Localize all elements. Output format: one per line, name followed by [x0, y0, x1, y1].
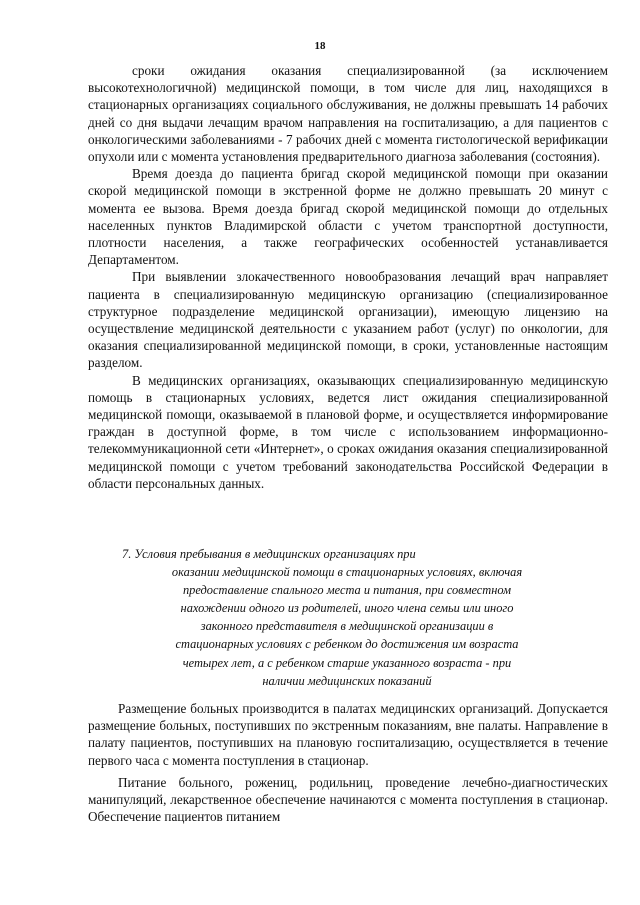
section-heading-line: законного представителя в медицинской организации в [200, 619, 494, 634]
paragraph-waiting-times [88, 62, 608, 165]
section-heading-line: наличии медицинских показаний [262, 673, 432, 688]
section-heading-line: нахождении одного из родителей, иного члена семьи или иного [180, 601, 514, 616]
document-body-bottom [88, 700, 608, 830]
paragraph-placement: Размещение больных производится в палатах медицинских организаций. Допускается размещение больных, поступивших по экстренным показаниям, вне палаты. Направление в палату пациентов, поступивших на плановую госпитализацию, осуществляется в течение первого часа с момента поступления в стационар. [88, 701, 608, 768]
paragraph-waiting-times-text: сроки ожидания оказания специализированной (за исключением высокотехнологичной) медицинской помощи, в том числе для лиц, находящихся в стационарных организациях социального обслуживания, не должны превышать 14 рабочих дней со дня выдачи лечащим врачом направления на госпитализацию, а для пациентов с онкологическими заболеваниями - 7 рабочих дней с момента гистологической верификации опухоли или с момента установления предварительного диагноза заболевания (состояния). [88, 63, 608, 165]
paragraph-waiting-list: В медицинских организациях, оказывающих специализированную медицинскую помощь в стационарных условиях, ведется лист ожидания специализированной медицинской помощи, оказываемой в плановой форме, и осуществляется информирование граждан в доступной форме, в том числе с использованием информационно-телекоммуникационной сети «Интернет», о сроках ожидания оказания специализированной медицинской помощи с учетом требований законодательства Российской Федерации в области персональных данных. [88, 372, 608, 491]
section-heading-line: стационарных условиях с ребенком до достижения им возраста [175, 637, 519, 652]
page-number: 18 [314, 40, 326, 52]
document-body-top [88, 62, 608, 492]
section-heading-line: 7. Условия пребывания в медицинских организациях при [122, 547, 416, 561]
paragraph-nutrition: Питание больного, рожениц, родильниц, проведение лечебно-диагностических манипуляций, лекарственное обеспечение начинаются с момента поступления в стационар. Обеспечение пациентов питанием [88, 774, 608, 825]
section-heading-line: четырех лет, а с ребенком старше указанного возраста - при [182, 655, 512, 670]
section-heading [112, 545, 582, 690]
paragraph-oncology-referral: При выявлении злокачественного новообразования лечащий врач направляет пациента в специализированную медицинскую организацию (специализированное структурное подразделение медицинской организации), имеющую лицензию на осуществление медицинской деятельности с указанием работ (услуг) по онкологии, для оказания специализированной медицинской помощи, в сроки, установленные настоящим разделом. [88, 269, 608, 371]
section-heading-line: оказании медицинской помощи в стационарных условиях, включая [171, 565, 523, 580]
section-heading-line: предоставление спального места и питания, при совместном [182, 583, 512, 598]
paragraph-ambulance-time: Время доезда до пациента бригад скорой медицинской помощи при оказании скорой медицинской помощи в экстренной форме не должно превышать 20 минут с момента ее вызова. Время доезда бригад скорой медицинской помощи до отдельных населенных пунктов Владимирской области с учетом транспортной доступности, плотности населения, а также географических особенностей устанавливается Департаментом. [88, 166, 608, 268]
